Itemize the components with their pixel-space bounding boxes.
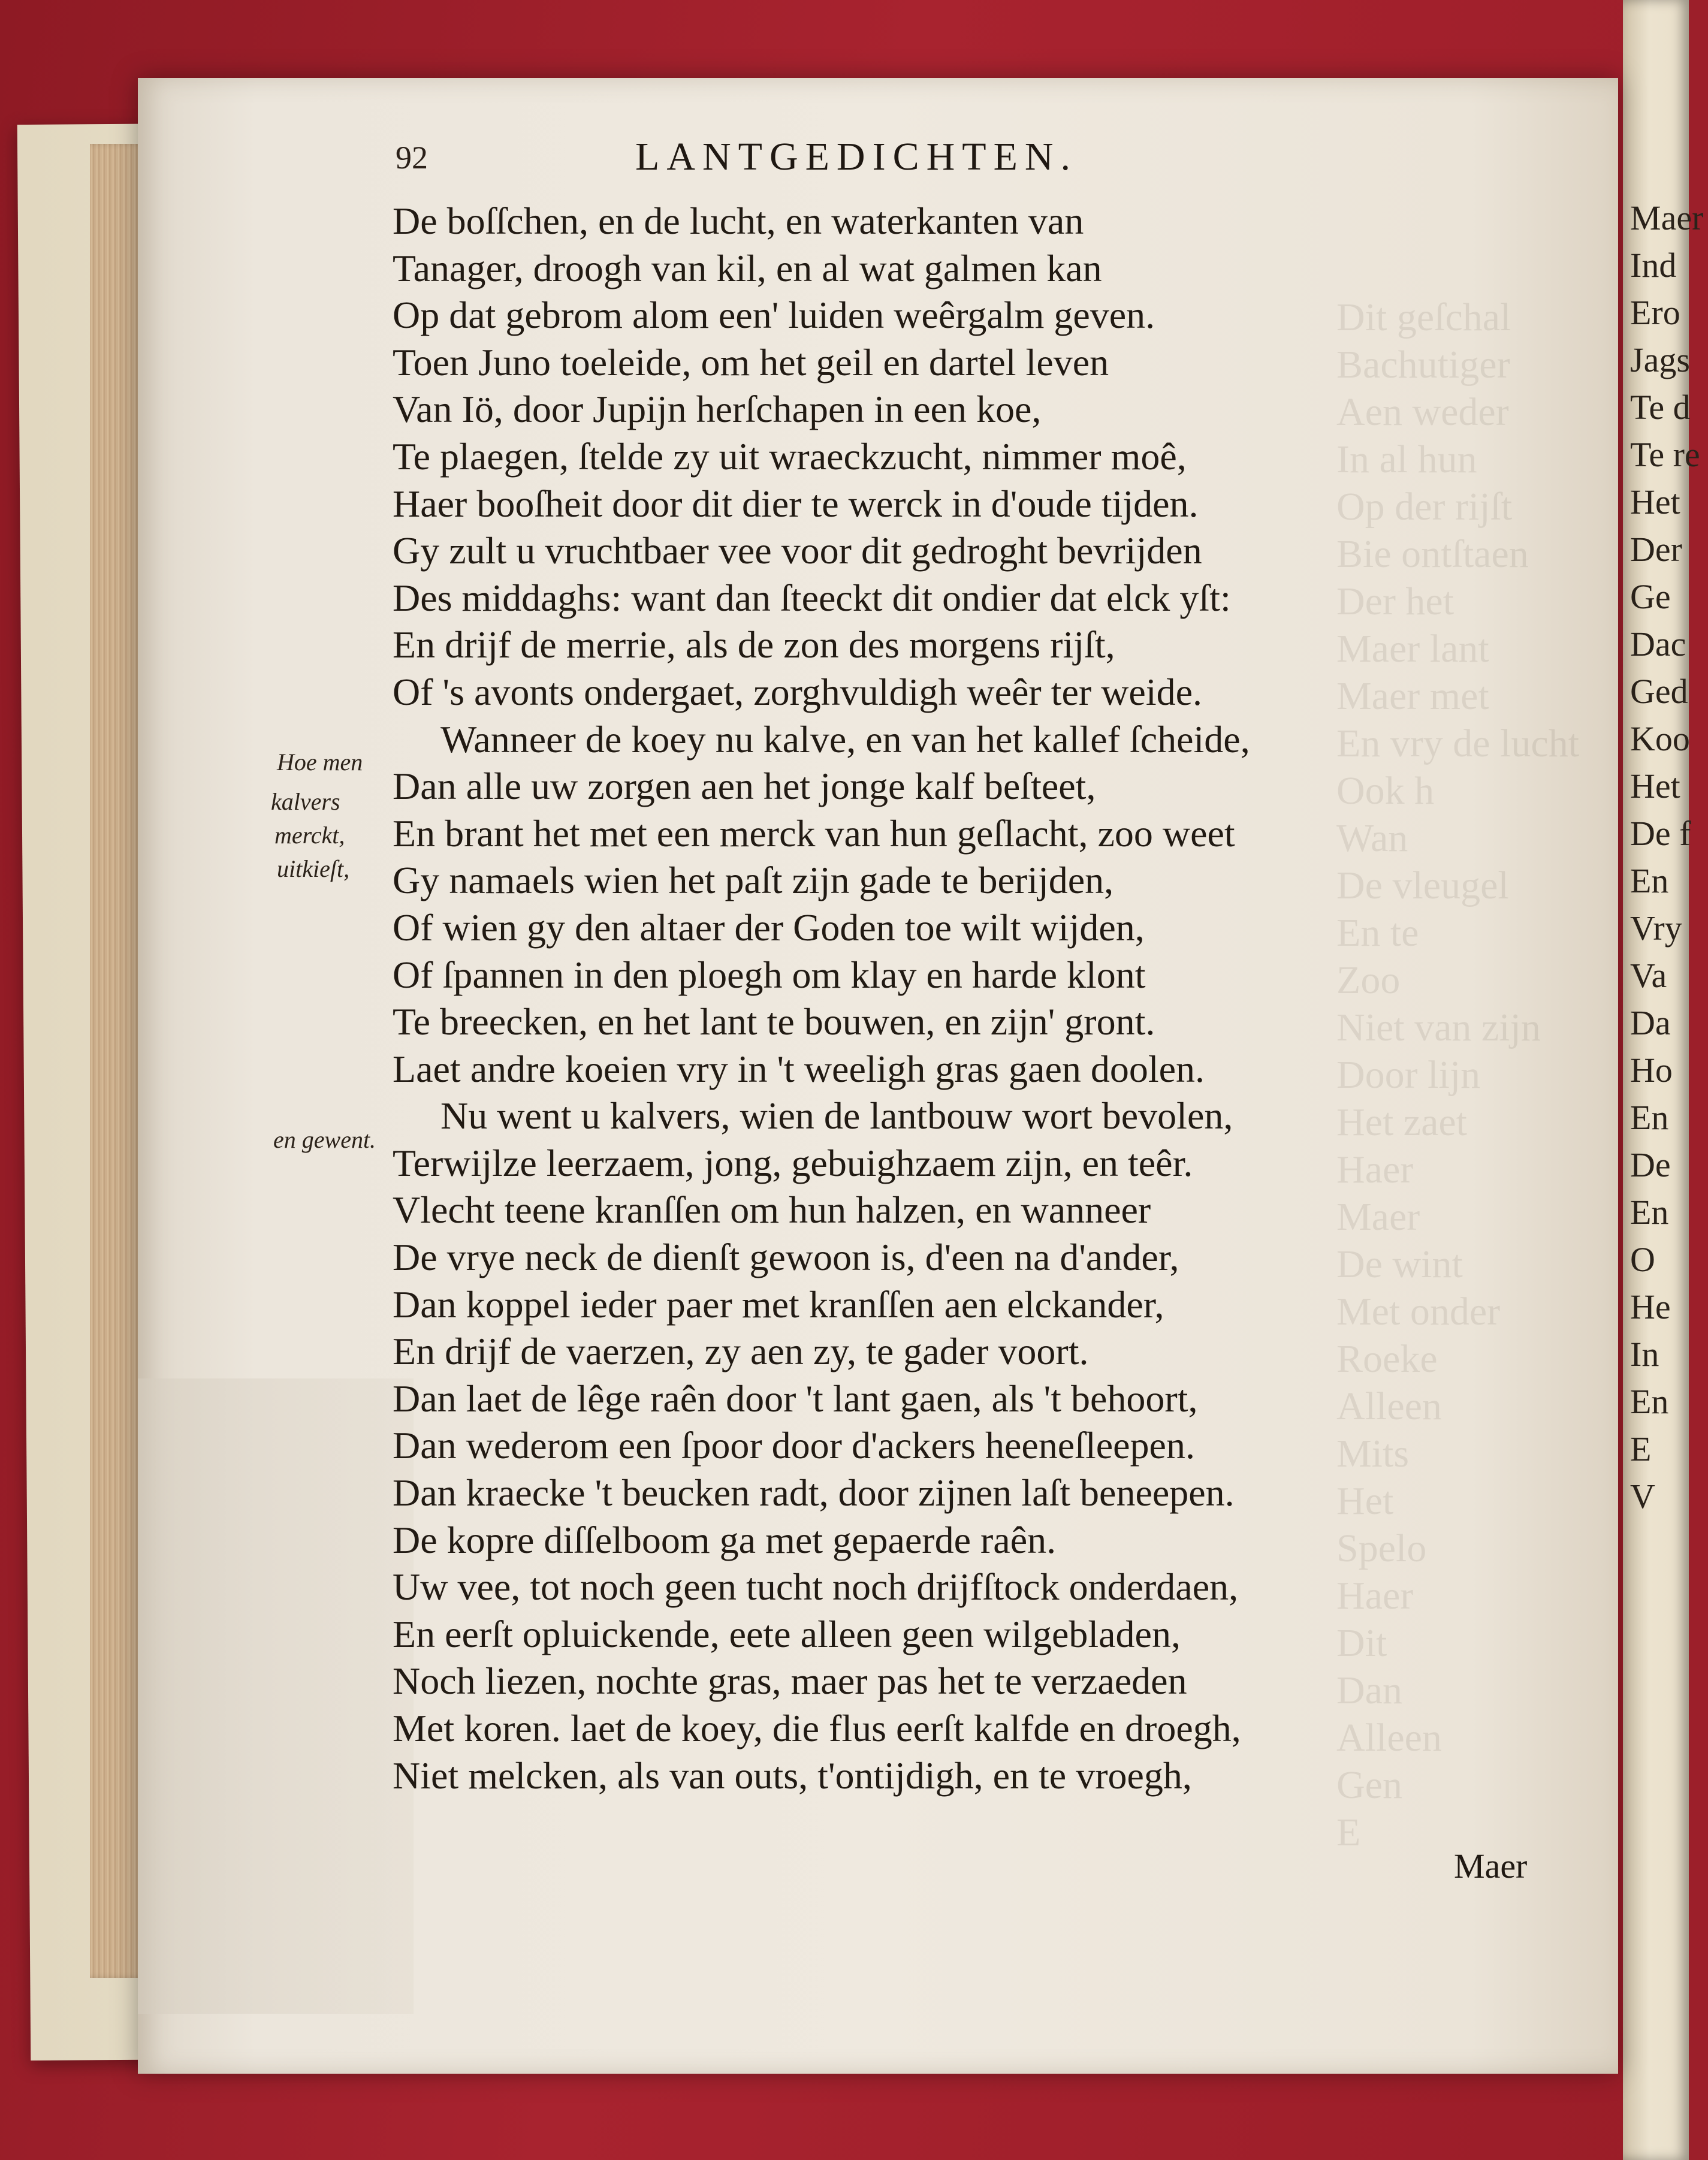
bleed-through-line: Aen weder <box>1336 390 1509 434</box>
page-header <box>396 135 1318 187</box>
bleed-through-line: Maer <box>1336 1195 1420 1239</box>
facing-page-fragment: Ho <box>1630 1051 1673 1090</box>
facing-page-fragment: Va <box>1630 956 1667 995</box>
facing-page-fragment: En <box>1630 861 1669 900</box>
bleed-through-line: Niet van zijn <box>1336 1006 1541 1049</box>
poem-line: Of wien gy den altaer der Goden toe wilt wijden, <box>393 906 1145 949</box>
poem-text <box>393 198 1543 1799</box>
facing-page-fragment: En <box>1630 1382 1669 1421</box>
facing-page-fragment: Jags <box>1630 340 1690 379</box>
bleed-through-line: Dit <box>1336 1621 1387 1665</box>
facing-page-fragment: Der <box>1630 530 1682 569</box>
poem-line: Dan alle uw zorgen aen het jonge kalf beſteet, <box>393 765 1096 808</box>
bleed-through-line: Roeke <box>1336 1337 1438 1381</box>
bleed-through-line: Alleen <box>1336 1716 1442 1760</box>
facing-page-fragment: Te re <box>1630 435 1700 474</box>
poem-line: Of 's avonts ondergaet, zorghvuldigh weêr ter weide. <box>393 670 1202 713</box>
margin-note: kalvers <box>271 788 340 815</box>
bleed-through-line: Door lijn <box>1336 1053 1481 1097</box>
margin-note: uitkieſt, <box>277 855 350 882</box>
catchword: Maer <box>1454 1847 1528 1886</box>
facing-page-fragment: V <box>1630 1477 1655 1516</box>
poem-line: Wanneer de koey nu kalve, en van het kallef ſcheide, <box>440 717 1250 761</box>
poem-line: Dan koppel ieder paer met kranſſen aen elckander, <box>393 1283 1164 1326</box>
poem-line: Uw vee, tot noch geen tucht noch drijfſtock onderdaen, <box>393 1565 1239 1609</box>
facing-page-fragment: Ged <box>1630 672 1688 711</box>
facing-page-fragment: Het <box>1630 482 1680 521</box>
poem-line: Dan laet de lêge raên door 't lant gaen, als 't behoort, <box>393 1377 1198 1420</box>
poem-line: Noch liezen, nochte gras, maer pas het te verzaeden <box>393 1660 1187 1703</box>
poem-line: De boſſchen, en de lucht, en waterkanten van <box>393 200 1084 242</box>
facing-page-fragment: De <box>1630 1145 1671 1184</box>
facing-page-fragment: Maer <box>1630 198 1704 237</box>
bleed-through-line: Der het <box>1336 580 1454 623</box>
bleed-through-line: Zoo <box>1336 958 1401 1002</box>
bleed-through-line: Ook h <box>1336 769 1435 813</box>
poem-line: En brant het met een merck van hun geſlacht, zoo weet <box>393 811 1235 855</box>
facing-page-fragment: Ge <box>1630 577 1671 616</box>
bleed-through-line: Haer <box>1336 1574 1414 1618</box>
bleed-through-line: En te <box>1336 911 1419 955</box>
bleed-through-line: De vleugel <box>1336 864 1509 907</box>
facing-page-fragment: Koo <box>1630 719 1690 758</box>
bleed-through-line: Bachutiger <box>1336 343 1510 387</box>
running-head: LANTGEDICHTEN. <box>635 135 1078 179</box>
paper-patch <box>138 1378 414 2014</box>
poem-line: Haer booſheit door dit dier te werck in d'oude tijden. <box>393 482 1199 525</box>
poem-line: Tanager, droogh van kil, en al wat galmen kan <box>393 246 1102 289</box>
poem-line: En drijf de vaerzen, zy aen zy, te gader voort. <box>393 1330 1089 1373</box>
poem-line: Te plaegen, ſtelde zy uit wraeckzucht, nimmer moê, <box>393 435 1187 478</box>
poem-line: De vrye neck de dienſt gewoon is, d'een na d'ander, <box>393 1236 1179 1279</box>
bleed-through-line: Gen <box>1336 1763 1402 1807</box>
bleed-through-line: Wan <box>1336 816 1408 860</box>
poem-line: Met koren. laet de koey, die flus eerſt kalfde en droegh, <box>393 1707 1241 1749</box>
poem-line: Op dat gebrom alom een' luiden weêrgalm geven. <box>393 294 1155 337</box>
poem-line: Of ſpannen in den ploegh om klay en harde klont <box>393 953 1146 996</box>
bleed-through-line: Met onder <box>1336 1290 1501 1334</box>
bleed-through-line: Mits <box>1336 1432 1410 1476</box>
facing-page-fragment: Te d <box>1630 388 1691 427</box>
facing-page-fragment: Het <box>1630 767 1680 806</box>
poem-line: Gy zult u vruchtbaer vee voor dit gedroght bevrijden <box>393 529 1202 572</box>
facing-page-fragment: Vry <box>1630 909 1682 948</box>
bleed-through-line: Spelo <box>1336 1527 1427 1570</box>
poem-line: En drijf de merrie, als de zon des morgens rijſt, <box>393 623 1115 666</box>
margin-note: en gewent. <box>273 1126 376 1153</box>
bleed-through-line: Dit geſchal <box>1336 295 1511 339</box>
facing-page-fragment: En <box>1630 1193 1669 1232</box>
poem-line: Vlecht teene kranſſen om hun halzen, en wanneer <box>393 1188 1151 1232</box>
facing-page-fragment: Dac <box>1630 625 1686 663</box>
bleed-through-line: In al hun <box>1336 438 1477 481</box>
facing-page-fragment: Da <box>1630 1003 1671 1042</box>
poem-line: Te breecken, en het lant te bouwen, en zijn' gront. <box>393 1000 1155 1043</box>
bleed-through-line: Het zaet <box>1336 1100 1468 1144</box>
poem-line: Nu went u kalvers, wien de lantbouw wort bevolen, <box>440 1094 1233 1138</box>
poem-line: Toen Juno toeleide, om het geil en dartel leven <box>393 340 1109 384</box>
bleed-through-line: E <box>1336 1811 1361 1854</box>
bleed-through-line: En vry de lucht <box>1336 722 1580 765</box>
bleed-through-line: Bie ontſtaen <box>1336 532 1529 576</box>
bleed-through-line: Maer lant <box>1336 627 1489 671</box>
poem-line: En eerſt opluickende, eete alleen geen wilgebladen, <box>393 1612 1181 1655</box>
page-number: 92 <box>396 140 428 176</box>
poem-line: De kopre diſſelboom ga met gepaerde raên. <box>393 1518 1057 1561</box>
margin-note: merckt, <box>274 822 345 849</box>
poem-line: Laet andre koeien vry in 't weeligh gras gaen doolen. <box>393 1047 1205 1090</box>
bleed-through-line: Dan <box>1336 1669 1402 1712</box>
poem-line: Terwijlze leerzaem, jong, gebuighzaem zijn, en teêr. <box>393 1141 1193 1184</box>
bleed-through-line: Haer <box>1336 1148 1414 1191</box>
bleed-through-line: Op der rijſt <box>1336 485 1513 529</box>
facing-page-fragment: O <box>1630 1240 1655 1279</box>
poem-line: Gy namaels wien het paſt zijn gade te berijden, <box>393 859 1114 902</box>
bleed-through-line: Het <box>1336 1479 1394 1523</box>
poem-line: Dan kraecke 't beucken radt, door zijnen laſt beneepen. <box>393 1471 1235 1515</box>
facing-page-fragment: He <box>1630 1287 1671 1326</box>
facing-page-fragment: In <box>1630 1335 1659 1374</box>
poem-line: Niet melcken, als van outs, t'ontijdigh, en te vroegh, <box>393 1754 1192 1797</box>
facing-page-fragment: De f <box>1630 814 1691 853</box>
poem-line: Dan wederom een ſpoor door d'ackers heeneſleepen. <box>393 1424 1195 1467</box>
facing-page-fragment: Ero <box>1630 293 1680 332</box>
poem-line: Des middaghs: want dan ſteeckt dit ondier dat elck yſt: <box>393 576 1231 619</box>
margin-note: Hoe men <box>277 749 363 776</box>
poem-line: Van Iö, door Jupijn herſchapen in een koe, <box>393 388 1042 431</box>
facing-page-fragment: En <box>1630 1098 1669 1137</box>
bleed-through-line: Alleen <box>1336 1384 1442 1428</box>
bleed-through-line: Maer met <box>1336 674 1489 718</box>
bleed-through-line: De wint <box>1336 1242 1463 1286</box>
facing-page-fragment: Ind <box>1630 246 1677 285</box>
facing-page-fragment: E <box>1630 1429 1652 1468</box>
